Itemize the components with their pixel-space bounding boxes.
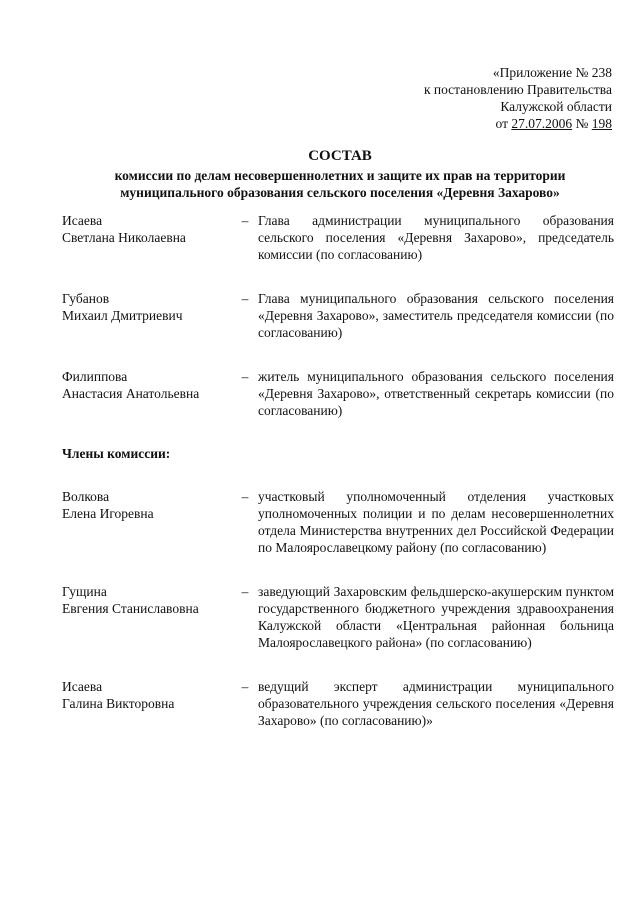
person-role: Глава администрации муниципального образования сельского поселения «Деревня Захарово», председатель комиссии (по согласованию) bbox=[258, 213, 614, 262]
surname: Волкова bbox=[62, 489, 110, 504]
given-names: Светлана Николаевна bbox=[62, 230, 186, 245]
number-prefix: № bbox=[572, 116, 592, 131]
commission-entry bbox=[62, 212, 614, 263]
date-prefix: от bbox=[495, 116, 512, 131]
person-name bbox=[62, 583, 232, 651]
dash-separator: – bbox=[241, 489, 249, 504]
resolution-number: 198 bbox=[591, 116, 612, 131]
commission-entry bbox=[62, 290, 614, 341]
dash-separator: – bbox=[241, 291, 249, 306]
appendix-date-line bbox=[312, 115, 612, 132]
surname: Исаева bbox=[62, 213, 103, 228]
person-role: житель муниципального образования сельского поселения «Деревня Захарово», ответственный секретарь комиссии (по согласованию) bbox=[258, 369, 614, 418]
members-heading: Члены комиссии: bbox=[62, 446, 171, 461]
dash-separator: – bbox=[241, 213, 249, 228]
given-names: Елена Игоревна bbox=[62, 506, 154, 521]
document-title bbox=[60, 148, 620, 201]
surname: Исаева bbox=[62, 679, 103, 694]
appendix-line-3: Калужской области bbox=[500, 99, 612, 114]
person-role: заведующий Захаровским фельдшерско-акушерским пунктом государственного бюджетного учреждения здравоохранения Калужской области «Центральная районная больница Малоярославецкого района» (по согласованию) bbox=[258, 584, 614, 650]
commission-entry bbox=[62, 583, 614, 651]
person-name bbox=[62, 212, 232, 263]
person-role: Глава муниципального образования сельского поселения «Деревня Захарово», заместитель председателя комиссии (по согласованию) bbox=[258, 291, 614, 340]
dash-separator: – bbox=[241, 584, 249, 599]
appendix-line-2: к постановлению Правительства bbox=[423, 82, 612, 97]
dash-separator: – bbox=[241, 679, 249, 694]
dash-separator: – bbox=[241, 369, 249, 384]
commission-entry bbox=[62, 368, 614, 419]
person-name bbox=[62, 488, 232, 556]
given-names: Михаил Дмитриевич bbox=[62, 308, 183, 323]
person-name bbox=[62, 678, 232, 729]
title-line-2: муниципального образования сельского поселения «Деревня Захарово» bbox=[120, 185, 560, 200]
appendix-reference bbox=[312, 64, 612, 132]
person-role: ведущий эксперт администрации муниципального образовательного учреждения сельского поселения «Деревня Захарово» (по согласованию)» bbox=[258, 679, 614, 728]
person-name bbox=[62, 368, 232, 419]
surname: Гущина bbox=[62, 584, 107, 599]
resolution-date: 27.07.2006 bbox=[511, 116, 573, 131]
given-names: Евгения Станиславовна bbox=[62, 601, 199, 616]
commission-entry bbox=[62, 678, 614, 729]
title-heading: СОСТАВ bbox=[308, 148, 372, 164]
person-name bbox=[62, 290, 232, 341]
given-names: Анастасия Анатольевна bbox=[62, 386, 200, 401]
commission-entry bbox=[62, 488, 614, 556]
title-line-1: комиссии по делам несовершеннолетних и защите их прав на территории bbox=[114, 168, 566, 183]
surname: Губанов bbox=[62, 291, 110, 306]
given-names: Галина Викторовна bbox=[62, 696, 175, 711]
surname: Филиппова bbox=[62, 369, 128, 384]
commission-list bbox=[62, 212, 614, 729]
person-role: участковый уполномоченный отделения участковых уполномоченных полиции и по делам несовершеннолетних отдела Министерства внутренних дел Российской Федерации по Малоярославецкому району (по согласованию) bbox=[258, 489, 614, 555]
appendix-line-1: «Приложение № 238 bbox=[492, 65, 612, 80]
